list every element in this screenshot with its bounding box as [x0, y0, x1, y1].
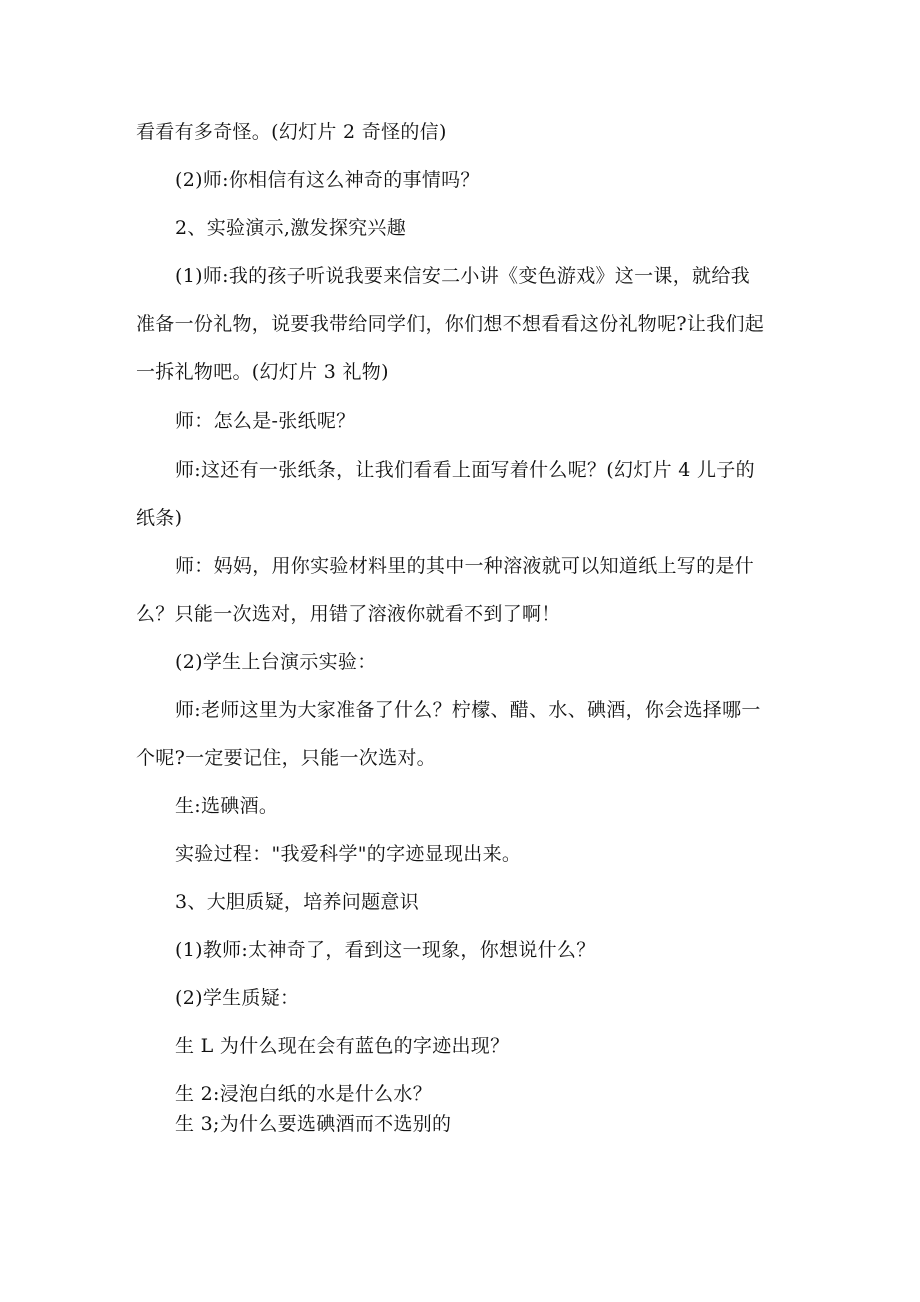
text-line: 实验过程："我爱科学"的字迹显现出来。	[175, 843, 522, 865]
text-line: (2)学生上台演示实验：	[175, 651, 377, 673]
text-line: (1)师:我的孩子听说我要来信安二小讲《变色游戏》这一课，就给我	[175, 265, 750, 287]
text-line: 看看有多奇怪。(幻灯片 2 奇怪的信)	[136, 121, 447, 143]
text-line: (2)师:你相信有这么神奇的事情吗？	[175, 169, 480, 191]
text-line: (1)教师:太神奇了，看到这一现象，你想说什么？	[175, 939, 596, 961]
text-line: (2)学生质疑：	[175, 987, 300, 1009]
text-line: 生 L 为什么现在会有蓝色的字迹出现？	[175, 1035, 510, 1057]
text-line: 么？只能一次选对，用错了溶液你就看不到了啊！	[136, 603, 561, 625]
text-line: 生 3;为什么要选碘酒而不选别的	[175, 1113, 452, 1135]
text-line: 师：怎么是-张纸呢？	[175, 410, 356, 432]
text-line: 师:老师这里为大家准备了什么？柠檬、醋、水、碘酒，你会选择哪一	[175, 699, 761, 721]
text-line: 纸条)	[136, 507, 183, 529]
text-line: 生 2:浸泡白纸的水是什么水？	[175, 1083, 433, 1105]
text-line: 一拆礼物吧。(幻灯片 3 礼物)	[136, 361, 389, 383]
text-line: 生:选碘酒。	[175, 795, 279, 817]
text-line: 准备一份礼物，说要我带给同学们，你们想不想看看这份礼物呢?让我们起	[136, 313, 765, 335]
section-heading: 3、大胆质疑，培养问题意识	[175, 891, 419, 913]
section-heading: 2、实验演示,激发探究兴趣	[175, 217, 407, 239]
text-line: 个呢?一定要记住，只能一次选对。	[136, 747, 436, 769]
text-line: 师:这还有一张纸条，让我们看看上面写着什么呢？(幻灯片 4 儿子的	[175, 459, 755, 481]
text-line: 师：妈妈，用你实验材料里的其中一种溶液就可以知道纸上写的是什	[175, 555, 755, 577]
